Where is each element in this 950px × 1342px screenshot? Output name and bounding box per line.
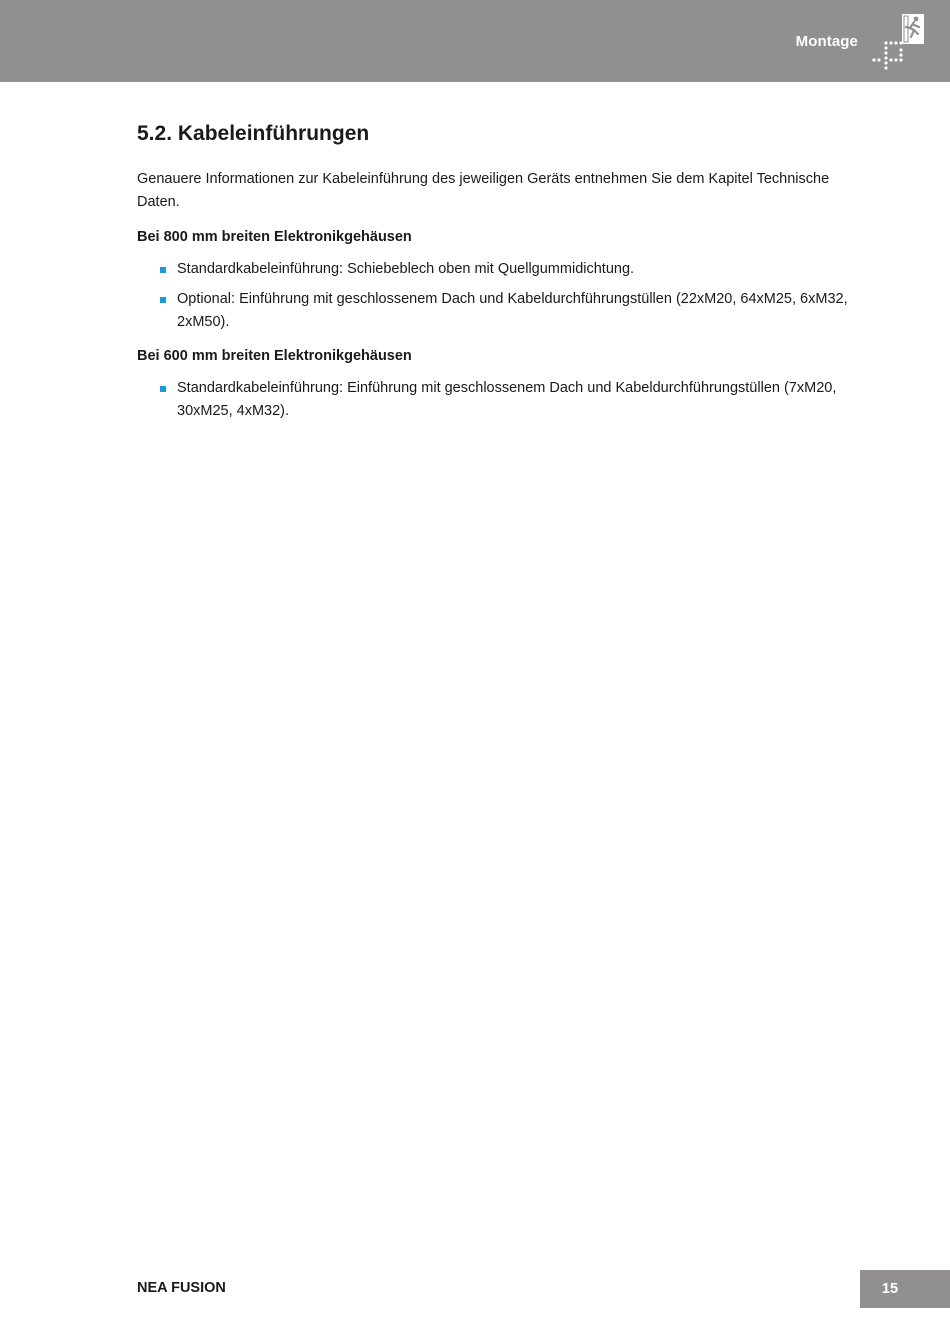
bullet-square-icon [160, 297, 166, 303]
header-bar [0, 0, 950, 82]
group-heading: Bei 800 mm breiten Elektronikgehäusen [137, 229, 412, 245]
footer-brand: NEA FUSION [137, 1280, 226, 1296]
bullet-square-icon [160, 386, 166, 392]
bullet-list [137, 258, 857, 334]
list-item [137, 288, 857, 334]
group-800mm [137, 226, 857, 334]
list-item [137, 258, 857, 281]
group-600mm [137, 345, 857, 423]
page-number: 15 [881, 1281, 899, 1297]
bullet-list [137, 377, 857, 423]
section-title: 5.2. Kabeleinführungen [137, 122, 370, 145]
emergency-exit-icon [870, 12, 926, 74]
group-heading: Bei 600 mm breiten Elektronikgehäusen [137, 348, 412, 364]
list-item-text: Optional: Einführung mit geschlossenem Dach und Kabeldurchführungstüllen (22xM20, 64xM25, 6xM32, 2xM50). [177, 291, 848, 330]
main-content [137, 120, 857, 434]
header-chapter-title: Montage [795, 33, 858, 50]
list-item-text: Standardkabeleinführung: Schiebeblech oben mit Quellgummidichtung. [177, 261, 635, 277]
page-number-box [860, 1270, 950, 1308]
bullet-square-icon [160, 267, 166, 273]
intro-paragraph: Genauere Informationen zur Kabeleinführung des jeweiligen Geräts entnehmen Sie dem Kapitel Technische Daten. [137, 171, 830, 210]
list-item [137, 377, 857, 423]
list-item-text: Standardkabeleinführung: Einführung mit geschlossenem Dach und Kabeldurchführungstüllen (7xM20, 30xM25, 4xM32). [177, 380, 837, 419]
